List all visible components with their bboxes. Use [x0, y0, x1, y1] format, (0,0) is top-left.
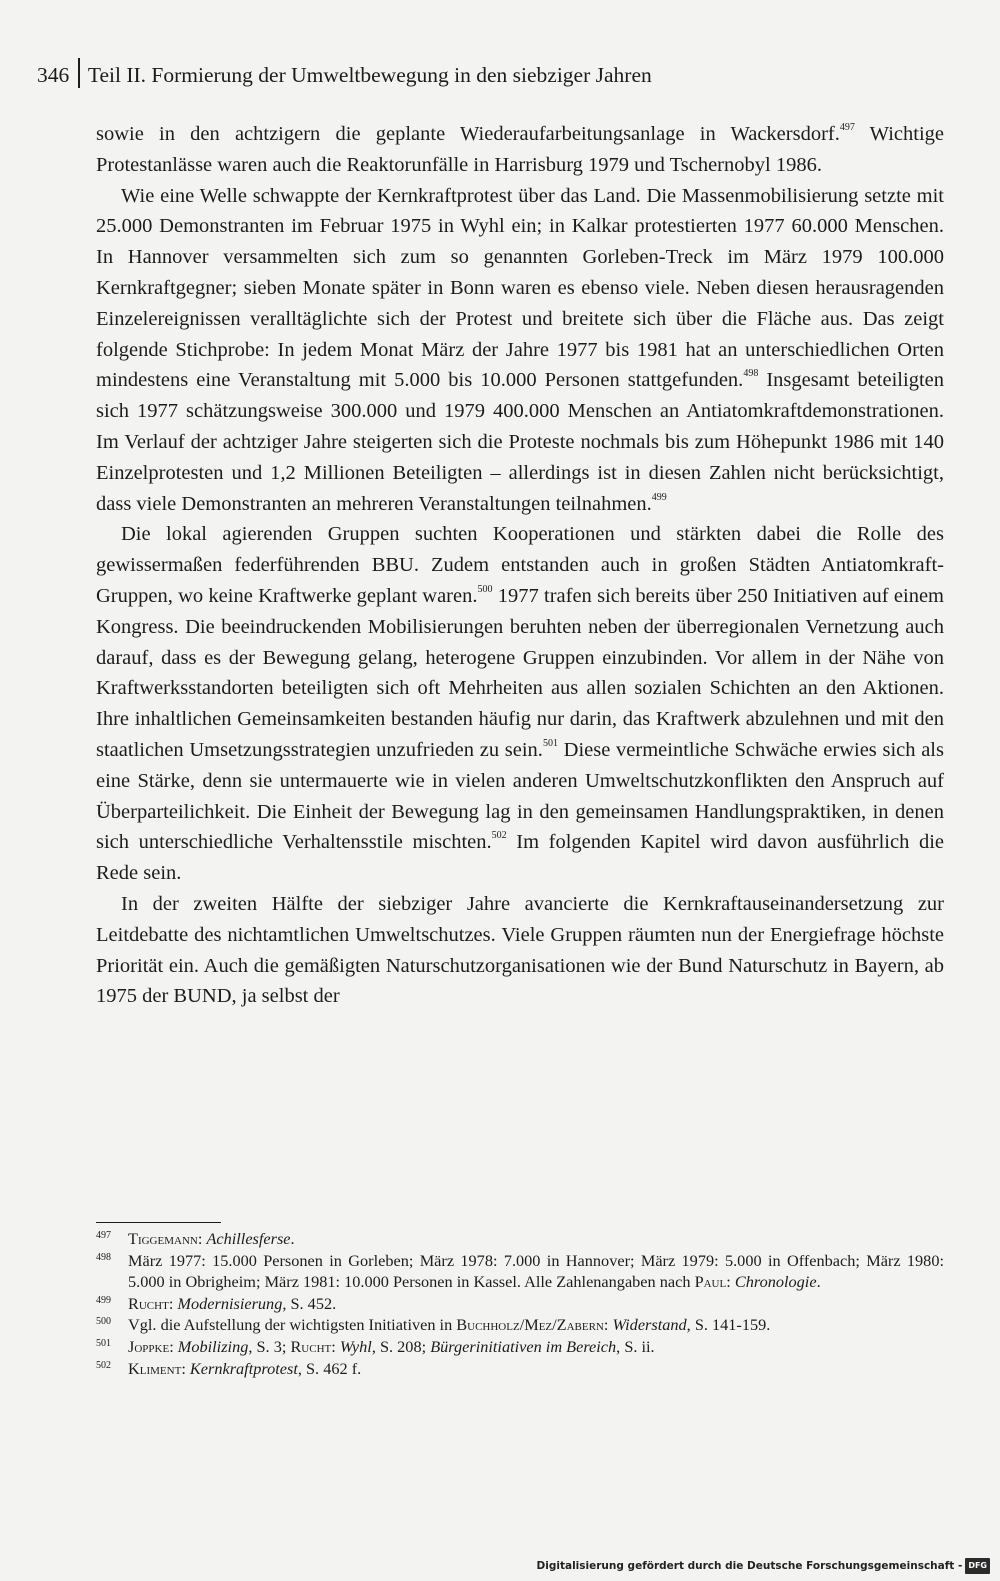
footnote-author: Tiggemann [128, 1229, 198, 1248]
footnote-separator [96, 1222, 221, 1223]
text-run: Wichtige Protestanlässe waren auch die Reaktorunfälle in Harrisburg 1979 und Tschernobyl 1986. [96, 123, 944, 176]
text-run: : [168, 1293, 178, 1313]
footnote-ref-497[interactable]: 497 [839, 122, 855, 133]
text-run: , S. 141-159. [686, 1315, 771, 1335]
paragraph-3 [96, 519, 944, 889]
running-title: Teil II. Formierung der Umweltbewegung in den siebziger Jahren [87, 63, 652, 87]
body-text [96, 119, 944, 1012]
footnote-500 [96, 1314, 944, 1336]
text-run: Diese vermeintliche Schwäche erwies sich als eine Stärke, denn sie untermauerte wie in vielen anderen Umweltschutzkonflikten den Anspruch auf Überparteilichkeit. Die Einheit der Bewegung lag in den gemeinsamen Handlungspraktiken, in denen sich unterschiedliche Verhaltensstile mischten. [96, 738, 944, 854]
paragraph-2 [96, 181, 944, 520]
footnote-author: Buchholz/Mez/Zabern [456, 1315, 604, 1335]
footnote-ref-500[interactable]: 500 [477, 583, 493, 595]
text-run: : [181, 1358, 190, 1378]
footnote-title: Chronologie [734, 1272, 817, 1292]
text-run: : [726, 1272, 735, 1292]
text-run: Vgl. die Aufstellung der wichtigsten Initiativen in [128, 1315, 457, 1335]
footnotes [96, 1228, 944, 1379]
text-run: Insgesamt beteiligten sich 1977 schätzungsweise 300.000 und 1979 400.000 Menschen an Antiatomkraftdemonstrationen. Im Verlauf der achtziger Jahre steigerten sich die Proteste nochmals bis zum Höhepunkt 1986 mit 140 Einzelprotesten und 1,2 Millionen Beteiligten – allerdings ist in diesen Zahlen nicht berücksichtigt, dass viele Demonstranten an mehreren Veranstaltungen teilnahmen. [96, 369, 944, 515]
text-run: , S. ii. [616, 1336, 655, 1356]
text-run: Wie eine Welle schwappte der Kernkraftprotest über das Land. Die Massenmobilisierung setzte mit 25.000 Demonstranten im Februar 1975 in Wyhl ein; in Kalkar protestierten 1977 60.000 Menschen. In Hannover versammelten sich zum so genannten Gorleben-Treck im März 1979 100.000 Kernkraftgegner; sieben Monate später in Bonn waren es ebenso viele. Neben diesen herausragenden Einzelereignissen veralltäglichte sich der Protest und breitete sich über die Fläche aus. Das zeigt folgende Stichprobe: In jedem Monat März der Jahre 1977 bis 1981 hat an unterschiedlichen Orten mindestens eine Veranstaltung mit 5.000 bis 10.000 Personen stattgefunden. [96, 184, 944, 392]
footnote-title: Achillesferse [206, 1229, 291, 1248]
text-run: Im folgenden Kapitel wird davon ausführlich die Rede sein. [96, 831, 944, 885]
footnote-number: 497 [96, 1230, 111, 1241]
footnote-number: 500 [96, 1316, 111, 1328]
paragraph-1 [96, 119, 944, 181]
footnote-ref-501[interactable]: 501 [542, 737, 558, 749]
footnote-ref-502[interactable]: 502 [491, 830, 507, 842]
digitization-credit [537, 1558, 990, 1574]
text-run: sowie in den achtzigern die geplante Wiederaufarbeitungsanlage in Wackersdorf. [96, 123, 840, 145]
header-divider [78, 58, 80, 88]
footnote-number: 499 [96, 1294, 111, 1306]
credit-text: Digitalisierung gefördert durch die Deutsche Forschungsgemeinschaft - [536, 1560, 963, 1572]
paragraph-4: In der zweiten Hälfte der siebziger Jahre avancierte die Kernkraftauseinandersetzung zur Leitdebatte des nichtamtlichen Umweltschutzes. Viele Gruppen räumten nun der Energiefrage höchste Priorität ein. Auch die gemäßigten Naturschutzorganisationen wie der Bund Naturschutz in Bayern, ab 1975 der BUND, ja selbst der [96, 892, 944, 1008]
page-number: 346 [37, 63, 70, 87]
text-run: , S. 462 f. [297, 1358, 362, 1378]
text-run: . [816, 1272, 821, 1292]
footnote-499 [96, 1293, 944, 1315]
footnote-title: Modernisierung [177, 1293, 283, 1313]
footnote-ref-498[interactable]: 498 [743, 368, 759, 380]
footnote-498 [96, 1250, 944, 1293]
dfg-logo: DFG [965, 1558, 990, 1574]
text-run: : [603, 1315, 613, 1335]
text-run: März 1977: 15.000 Personen in Gorleben; März 1978: 7.000 in Hannover; März 1979: 5.000 in Offenbach; März 1980: 5.000 in Obrigheim; März 1981: 10.000 Personen in Kassel. Alle Zahlenangaben nach [128, 1250, 944, 1292]
footnote-number: 498 [96, 1251, 111, 1263]
footnote-502 [96, 1358, 944, 1380]
footnote-title: Wyhl [339, 1336, 372, 1356]
footnote-author: Paul [694, 1272, 727, 1292]
footnote-ref-499[interactable]: 499 [651, 491, 667, 503]
text-run: Die lokal agierenden Gruppen suchten Kooperationen und stärkten dabei die Rolle des gewissermaßen federführenden BBU. Zudem entstanden auch in großen Städten Antiatomkraft-Gruppen, wo keine Kraftwerke geplant waren. [96, 523, 944, 607]
footnote-author: Joppke [128, 1336, 170, 1356]
footnote-author: Rucht [128, 1293, 169, 1313]
footnote-501 [96, 1336, 944, 1358]
footnote-title: Bürgerinitiativen im Bereich [430, 1336, 617, 1356]
text-run: , S. 3; [248, 1336, 291, 1356]
text-run: , S. 208; [371, 1336, 431, 1356]
footnote-number: 502 [96, 1359, 111, 1371]
running-head [37, 58, 652, 87]
footnote-author: Rucht [290, 1336, 332, 1356]
text-run: . [290, 1229, 295, 1248]
footnote-title: Mobilizing [177, 1336, 249, 1356]
text-run: : [169, 1336, 178, 1356]
footnote-author: Kliment [128, 1358, 182, 1378]
text-run: , S. 452. [282, 1293, 337, 1313]
footnote-number: 501 [96, 1337, 111, 1349]
text-run: : [331, 1336, 340, 1356]
footnote-title: Widerstand [612, 1315, 687, 1335]
footnote-title: Kernkraftprotest [189, 1358, 298, 1378]
text-run: : [197, 1229, 207, 1248]
text-run: 1977 trafen sich bereits über 250 Initiativen auf einem Kongress. Die beeindruckenden Mobilisierungen beruhten neben der überregionalen Vernetzung auch darauf, dass es der Bewegung gelang, heterogene Gruppen einzubinden. Vor allem in der Nähe von Kraftwerksstandorten beteiligten sich oft Mehrheiten aus allen sozialen Schichten an den Aktionen. Ihre inhaltlichen Gemeinsamkeiten bestanden häufig nur darin, das Kraftwerk abzulehnen und mit den staatlichen Umsetzungsstrategien unzufrieden zu sein. [96, 584, 944, 761]
footnote-497 [96, 1228, 944, 1250]
